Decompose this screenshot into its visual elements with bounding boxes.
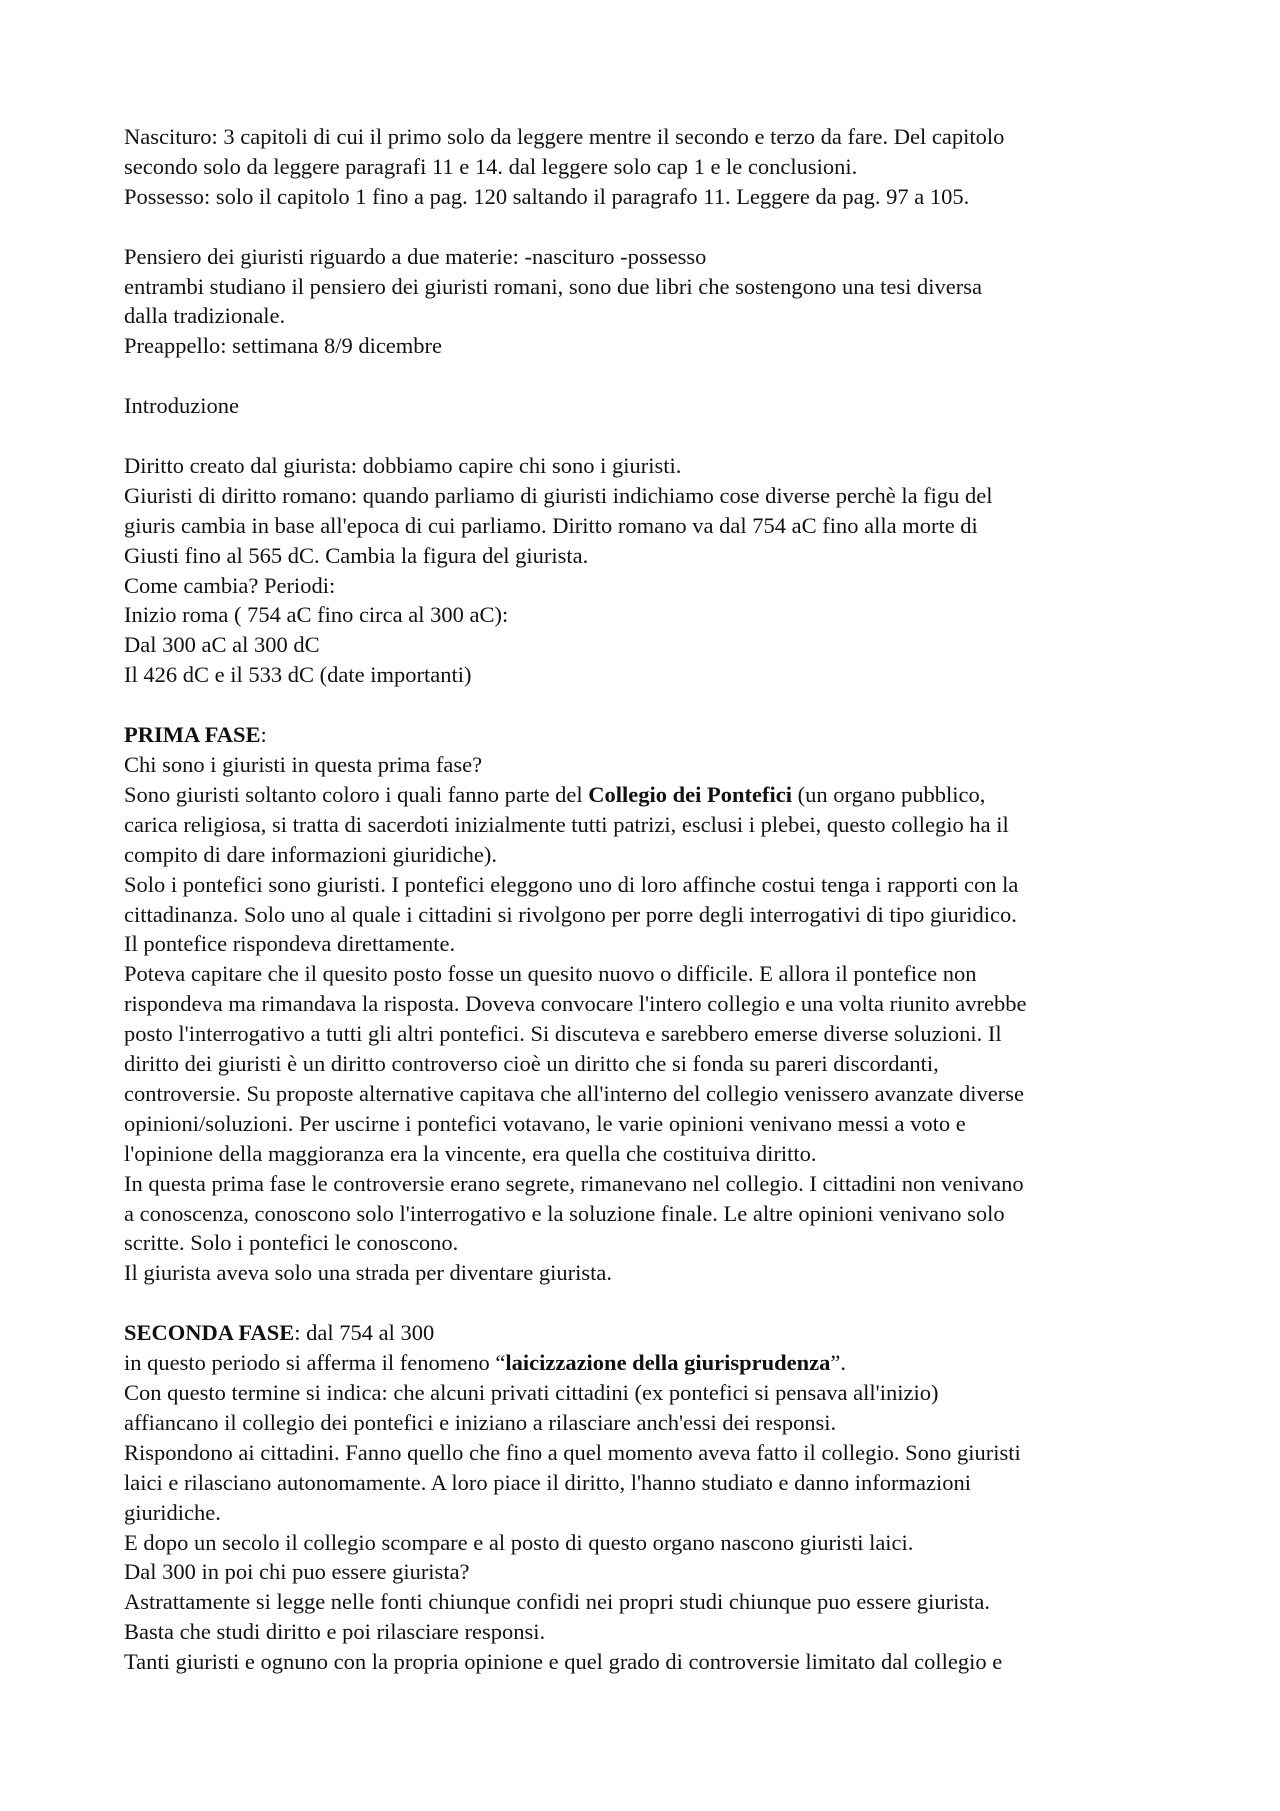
text-line — [124, 571, 1174, 601]
text-run: E dopo un secolo il collegio scompare e al posto di questo organo nascono giuristi laici. — [124, 1529, 914, 1555]
text-line — [124, 1199, 1174, 1229]
text-run: Inizio roma ( 754 aC fino circa al 300 aC): — [124, 602, 509, 628]
text-run: affiancano il collegio dei pontefici e iniziano a rilasciare anch'essi dei responsi. — [124, 1409, 837, 1435]
text-line — [124, 331, 1174, 361]
text-run: laici e rilasciano autonomamente. A loro piace il diritto, l'hanno studiato e danno informazioni — [124, 1469, 971, 1495]
text-run: carica religiosa, si tratta di sacerdoti inizialmente tutti patrizi, esclusi i plebei, questo collegio ha il — [124, 811, 1009, 837]
text-line — [124, 810, 1174, 840]
text-run: Diritto creato dal giurista: dobbiamo capire chi sono i giuristi. — [124, 452, 682, 478]
bold-text: PRIMA FASE — [124, 722, 261, 748]
text-run: Dal 300 aC al 300 dC — [124, 632, 320, 658]
text-run: Pensiero dei giuristi riguardo a due materie: -nascituro -possesso — [124, 243, 707, 269]
paragraph-gap — [124, 212, 1174, 242]
text-run: Nascituro: 3 capitoli di cui il primo solo da leggere mentre il secondo e terzo da fare. Del capitolo — [124, 124, 1005, 149]
text-line — [124, 750, 1174, 780]
paragraph-gap — [124, 421, 1174, 451]
text-run: Preappello: settimana 8/9 dicembre — [124, 333, 443, 359]
text-run: dalla tradizionale. — [124, 303, 286, 329]
text-line — [124, 1318, 1174, 1348]
text-line — [124, 1647, 1174, 1677]
text-line — [124, 929, 1174, 959]
text-run: Come cambia? Periodi: — [124, 572, 336, 598]
text-line — [124, 1258, 1174, 1288]
text-run: Basta che studi diritto e poi rilasciare responsi. — [124, 1619, 546, 1645]
text-run: Il giurista aveva solo una strada per diventare giurista. — [124, 1260, 612, 1286]
text-run: In questa prima fase le controversie erano segrete, rimanevano nel collegio. I cittadini non venivano — [124, 1170, 1024, 1196]
text-line — [124, 840, 1174, 870]
paragraph — [124, 1318, 1174, 1677]
text-line — [124, 1378, 1174, 1408]
text-run: (un organo pubblico, — [792, 781, 986, 807]
text-line — [124, 959, 1174, 989]
text-run: Tanti giuristi e ognuno con la propria opinione e quel grado di controversie limitato dal collegio e — [124, 1649, 1003, 1675]
text-run: secondo solo da leggere paragrafi 11 e 14. dal leggere solo cap 1 e le conclusioni. — [124, 153, 858, 179]
text-run: Introduzione — [124, 393, 239, 419]
text-run: : — [260, 722, 267, 748]
paragraph-gap — [124, 690, 1174, 720]
text-line — [124, 541, 1174, 571]
text-line — [124, 1617, 1174, 1647]
text-line — [124, 1587, 1174, 1617]
document-page — [124, 122, 1174, 1677]
text-line — [124, 900, 1174, 930]
text-run: cittadinanza. Solo uno al quale i cittadini si rivolgono per porre degli interrogativi di tipo giuridico. — [124, 901, 1017, 927]
text-line — [124, 272, 1174, 302]
text-line — [124, 182, 1174, 212]
text-run: opinioni/soluzioni. Per uscirne i pontefici votavano, le varie opinioni venivano messi a voto e — [124, 1110, 966, 1136]
text-run: Sono giuristi soltanto coloro i quali fanno parte del — [124, 781, 589, 807]
text-line — [124, 1019, 1174, 1049]
text-run: giuridiche. — [124, 1499, 221, 1525]
paragraph — [124, 122, 1174, 212]
text-line — [124, 1528, 1174, 1558]
text-line — [124, 1468, 1174, 1498]
paragraph — [124, 451, 1174, 690]
text-run: scritte. Solo i pontefici le conoscono. — [124, 1230, 459, 1256]
text-run: Astrattamente si legge nelle fonti chiunque confidi nei propri studi chiunque puo essere giurista. — [124, 1589, 991, 1615]
text-line — [124, 1079, 1174, 1109]
text-run: a conoscenza, conoscono solo l'interrogativo e la soluzione finale. Le altre opinioni venivano solo — [124, 1200, 1005, 1226]
text-line — [124, 1109, 1174, 1139]
text-run: posto l'interrogativo a tutti gli altri pontefici. Si discuteva e sarebbero emerse diverse soluzioni. Il — [124, 1021, 1002, 1047]
text-line — [124, 242, 1174, 272]
text-run: diritto dei giuristi è un diritto controverso cioè un diritto che si fonda su pareri discordanti, — [124, 1051, 939, 1077]
text-run: entrambi studiano il pensiero dei giuristi romani, sono due libri che sostengono una tesi diversa — [124, 273, 982, 299]
text-run: Dal 300 in poi chi puo essere giurista? — [124, 1559, 470, 1585]
text-line — [124, 870, 1174, 900]
text-run: Con questo termine si indica: che alcuni privati cittadini (ex pontefici si pensava all'inizio) — [124, 1379, 939, 1405]
paragraph-gap — [124, 361, 1174, 391]
text-run: l'opinione della maggioranza era la vincente, era quella che costituiva diritto. — [124, 1140, 817, 1166]
text-run: Giuristi di diritto romano: quando parliamo di giuristi indichiamo cose diverse perchè la figu del — [124, 482, 993, 508]
text-line — [124, 511, 1174, 541]
text-line — [124, 1169, 1174, 1199]
text-run: in questo periodo si afferma il fenomeno “ — [124, 1350, 506, 1376]
text-line — [124, 600, 1174, 630]
text-line — [124, 630, 1174, 660]
text-line — [124, 1498, 1174, 1528]
text-run: Il 426 dC e il 533 dC (date importanti) — [124, 662, 472, 688]
text-run: controversie. Su proposte alternative capitava che all'interno del collegio venissero avanzate diverse — [124, 1080, 1024, 1106]
text-run: giuris cambia in base all'epoca di cui parliamo. Diritto romano va dal 754 aC fino alla morte di — [124, 512, 978, 538]
text-line — [124, 1557, 1174, 1587]
paragraph — [124, 391, 1174, 421]
text-run: Giusti fino al 565 dC. Cambia la figura del giurista. — [124, 542, 589, 568]
text-run: Rispondono ai cittadini. Fanno quello che fino a quel momento aveva fatto il collegio. Sono giuristi — [124, 1439, 1021, 1465]
text-line — [124, 1438, 1174, 1468]
bold-text: Collegio dei Pontefici — [588, 781, 793, 807]
text-line — [124, 391, 1174, 421]
text-line — [124, 1228, 1174, 1258]
bold-text: SECONDA FASE — [124, 1320, 295, 1346]
text-line — [124, 1408, 1174, 1438]
text-run: Il pontefice rispondeva direttamente. — [124, 931, 456, 957]
bold-text: laicizzazione della giurisprudenza — [505, 1350, 831, 1376]
text-run: Possesso: solo il capitolo 1 fino a pag. 120 saltando il paragrafo 11. Leggere da pag. 97 a 105. — [124, 183, 970, 209]
paragraph-gap — [124, 1288, 1174, 1318]
text-line — [124, 481, 1174, 511]
text-line — [124, 780, 1174, 810]
paragraph — [124, 720, 1174, 1288]
text-run: rispondeva ma rimandava la risposta. Doveva convocare l'intero collegio e una volta riunito avrebbe — [124, 991, 1027, 1017]
paragraph — [124, 242, 1174, 362]
text-line — [124, 1049, 1174, 1079]
text-run: Poteva capitare che il quesito posto fosse un quesito nuovo o difficile. E allora il pontefice non — [124, 961, 977, 987]
text-line — [124, 122, 1174, 152]
text-run: Chi sono i giuristi in questa prima fase? — [124, 751, 483, 777]
text-run: : dal 754 al 300 — [294, 1320, 435, 1346]
text-run: Solo i pontefici sono giuristi. I pontefici eleggono uno di loro affinche costui tenga i rapporti con la — [124, 871, 1019, 897]
text-line — [124, 1348, 1174, 1378]
text-line — [124, 660, 1174, 690]
text-run: compito di dare informazioni giuridiche). — [124, 841, 498, 867]
text-line — [124, 720, 1174, 750]
text-line — [124, 301, 1174, 331]
text-run: ”. — [830, 1350, 846, 1376]
text-line — [124, 451, 1174, 481]
text-line — [124, 152, 1174, 182]
text-line — [124, 989, 1174, 1019]
text-line — [124, 1139, 1174, 1169]
